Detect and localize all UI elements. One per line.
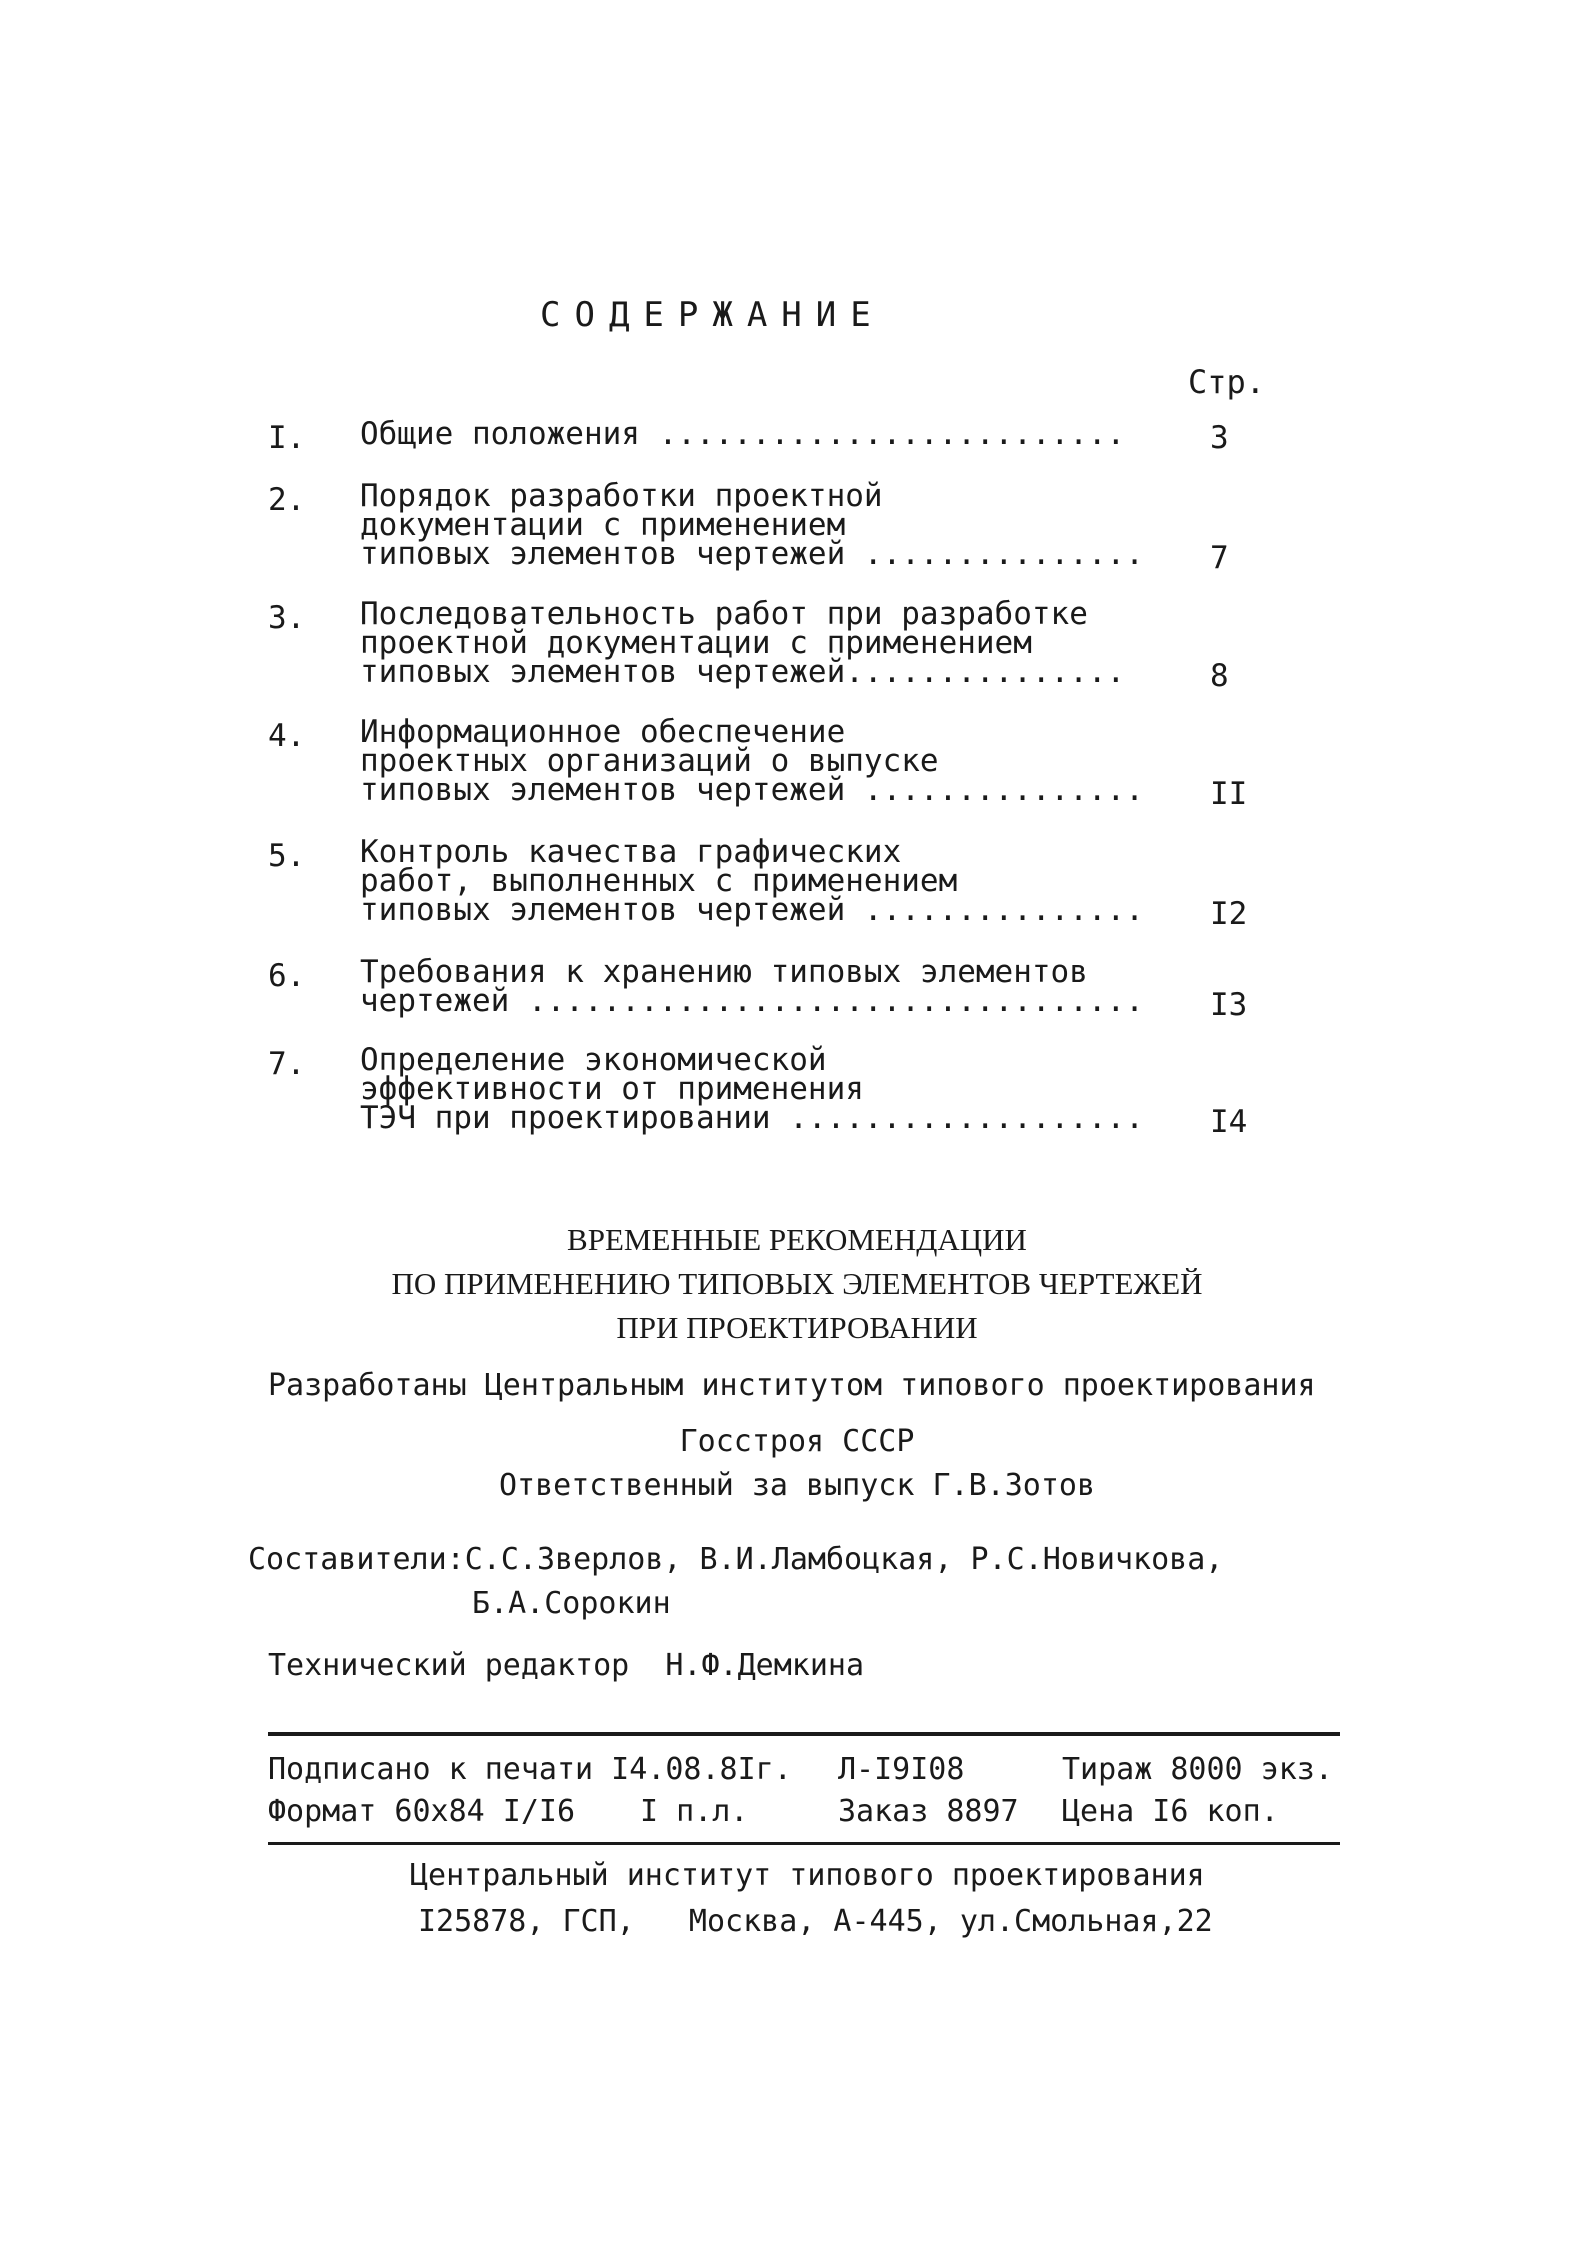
compilers-label: Составители: [248,1542,465,1577]
toc-item-line: чертежей ................................. [360,983,1144,1019]
developed-by: Разработаны Центральным институтом типового проектирования [268,1368,1316,1403]
toc-item-number: I. [268,420,306,456]
responsible-editor: Ответственный за выпуск Г.В.Зотов [498,1468,1096,1503]
order-number: Заказ 8897 [838,1794,1019,1829]
paper-format: Формат 60х84 I/I6 [268,1794,576,1829]
toc-item-line: работ, выполненных с применением [360,863,958,899]
toc-item-line: Порядок разработки проектной [360,478,883,514]
divider-bottom [268,1842,1340,1845]
toc-item-page: 3 [1210,420,1229,456]
toc-item-page: II [1210,776,1248,812]
toc-item-page: I2 [1210,896,1248,932]
publisher-address: I25878, ГСП, Москва, А-445, ул.Смольная,22 [418,1904,1213,1939]
toc-item-number: 5. [268,838,306,874]
price: Цена I6 коп. [1062,1794,1279,1829]
toc-item-number: 2. [268,482,306,518]
toc-item-line: Контроль качества графических [360,834,902,870]
toc-item-line: проектной документации с применением [360,625,1032,661]
publisher-name: Центральный институт типового проектирования [410,1858,1205,1893]
organization: Госстроя СССР [679,1424,915,1459]
toc-item-line: Требования к хранению типовых элементов [360,954,1088,990]
toc-item-number: 4. [268,718,306,754]
toc-item-line: ТЭЧ при проектировании ................... [360,1100,1144,1136]
toc-item-page: I3 [1210,987,1248,1023]
toc-item-number: 6. [268,958,306,994]
toc-item-line: типовых элементов чертежей ............... [360,772,1144,808]
toc-item-line: документации с применением [360,507,846,543]
title-line-3: ПРИ ПРОЕКТИРОВАНИИ [616,1310,978,1345]
compilers-names-1: С.С.Зверлов, В.И.Ламбоцкая, Р.С.Новичкова, [464,1542,1224,1577]
toc-item-line: типовых элементов чертежей............... [360,654,1126,690]
toc-item-line: Определение экономической [360,1042,827,1078]
signed-to-print: Подписано к печати I4.08.8Iг. [268,1752,792,1787]
publication-code: Л-I9I08 [838,1752,965,1787]
compilers [248,1542,1223,1577]
toc-item-line: типовых элементов чертежей ............... [360,892,1144,928]
page-column-label: Стр. [1188,363,1266,401]
print-run: Тираж 8000 экз. [1062,1752,1333,1787]
toc-item-line: Информационное обеспечение [360,714,846,750]
toc-item-line: проектных организаций о выпуске [360,743,939,779]
contents-heading: СОДЕРЖАНИЕ [540,295,885,335]
toc-item-page: I4 [1210,1104,1248,1140]
toc-item-page: 7 [1210,540,1229,576]
toc-item-number: 3. [268,600,306,636]
title-line-2: ПО ПРИМЕНЕНИЮ ТИПОВЫХ ЭЛЕМЕНТОВ ЧЕРТЕЖЕЙ [391,1266,1203,1301]
title-line-1: ВРЕМЕННЫЕ РЕКОМЕНДАЦИИ [567,1222,1027,1257]
toc-item-line: типовых элементов чертежей ............... [360,536,1144,572]
technical-editor: Технический редактор Н.Ф.Демкина [268,1648,865,1683]
toc-item-line: эффективности от применения [360,1071,864,1107]
toc-item-number: 7. [268,1046,306,1082]
compilers-names-2: Б.А.Сорокин [472,1586,671,1621]
toc-item-line: Общие положения ......................... [360,416,1126,452]
divider-top [268,1732,1340,1736]
printed-sheets: I п.л. [640,1794,749,1829]
toc-item-page: 8 [1210,658,1229,694]
toc-item-line: Последовательность работ при разработке [360,596,1088,632]
